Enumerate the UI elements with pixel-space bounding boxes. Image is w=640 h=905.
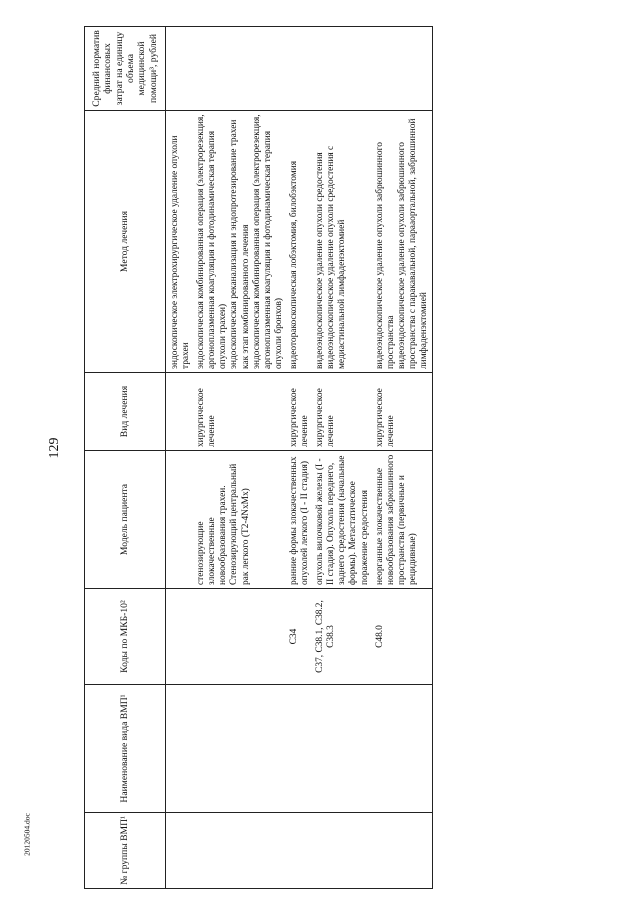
cell-model: ранние формы злокачественных опухолей легкого (I - II стадия) — [287, 451, 313, 589]
header-icd-codes: Коды по МКБ-10² — [85, 589, 166, 685]
cell-name — [287, 685, 313, 813]
page-number: 129 — [47, 437, 62, 459]
cell-model — [166, 451, 195, 589]
rotated-table-container — [84, 27, 620, 889]
method-line: эндоскопическая комбинированная операция (электрорезекция, аргоноплазменная коагуляция и фотодинамическая терапия опухоли трахеи) — [196, 114, 229, 369]
treatment-table — [84, 26, 433, 889]
cell-treatment: хирургическое лечение — [194, 373, 287, 451]
cell-name — [313, 685, 372, 813]
method-line: видеоэндоскопическое удаление опухоли средостения с медиастинальной лимфаденэктомией — [326, 145, 348, 369]
cell-model: неорганные злокачественные новообразования забрюшинного пространства (первичные и рецидивные) — [373, 451, 433, 589]
method-line: видеоэндоскопическое удаление опухоли средостения — [315, 152, 326, 369]
cell-treatment: хирургическое лечение — [313, 373, 372, 451]
cell-cost — [313, 27, 372, 111]
cell-treatment: хирургическое лечение — [287, 373, 313, 451]
cell-cost — [194, 27, 287, 111]
table-row — [313, 27, 372, 889]
cell-name — [194, 685, 287, 813]
table-row — [166, 27, 195, 889]
cell-group — [194, 813, 287, 889]
cell-method — [313, 111, 372, 373]
cell-codes — [194, 589, 287, 685]
header-vmp-name: Наименование вида ВМП¹ — [85, 685, 166, 813]
cell-treatment — [166, 373, 195, 451]
cell-group — [313, 813, 372, 889]
cell-method — [166, 111, 195, 373]
method-line: видеоэндоскопическое удаление опухоли забрюшинного пространства — [374, 142, 396, 369]
cell-name — [166, 685, 195, 813]
table-row — [287, 27, 313, 889]
cell-codes: С34 — [287, 589, 313, 685]
header-treatment-type: Вид лечения — [85, 373, 166, 451]
cell-model: опухоль вилочковой железы (I - II стадия). Опухоль переднего, заднего средостения (начальные формы). Метастатическое поражение средостения — [313, 451, 372, 589]
cell-model: стенозирующие злокачественные новообразования трахеи. Стенозирующий центральный рак легкого (Т2-4NxMx) — [194, 451, 287, 589]
header-treatment-method: Метод лечения — [85, 111, 166, 373]
header-cost-norm: Средний норматив финансовых затрат на единицу объема медицинской помощи³, рублей — [85, 27, 166, 111]
cell-method — [194, 111, 287, 373]
method-line: видеоэндоскопическое удаление опухоли забрюшинного пространства с паракавальной, парааортальной, забрюшинной лимфаденэктомией — [396, 118, 429, 369]
cell-name — [373, 685, 433, 813]
cell-group — [373, 813, 433, 889]
method-line: эндоскопическая реканализация и эндопротезирование трахеи как этап комбинированного лечения — [229, 119, 251, 369]
cell-method — [287, 111, 313, 373]
cell-codes: С48.0 — [373, 589, 433, 685]
table-row — [194, 27, 287, 889]
table-row — [373, 27, 433, 889]
cell-cost — [373, 27, 433, 111]
cell-treatment: хирургическое лечение — [373, 373, 433, 451]
table-header-row — [85, 27, 166, 889]
cell-group — [166, 813, 195, 889]
cell-codes: С37, С38.1, С38.2, С38.3 — [313, 589, 372, 685]
cell-method — [373, 111, 433, 373]
cell-cost — [166, 27, 195, 111]
method-line: видеоторакоскопическая лобэктомия, билобэктомия — [288, 160, 299, 369]
method-line: эндоскопическое электрохирургическое удаление опухоли трахеи — [170, 135, 192, 369]
cell-codes — [166, 589, 195, 685]
header-patient-model: Модель пациента — [85, 451, 166, 589]
document-id: 20120504.doc — [22, 813, 32, 856]
header-group-number: № группы ВМП¹ — [85, 813, 166, 889]
method-line: эндоскопическая комбинированная операция (электрорезекция, аргоноплазменная коагуляция и фотодинамическая терапия опухоли бронхов) — [251, 114, 284, 369]
cell-group — [287, 813, 313, 889]
cell-cost — [287, 27, 313, 111]
